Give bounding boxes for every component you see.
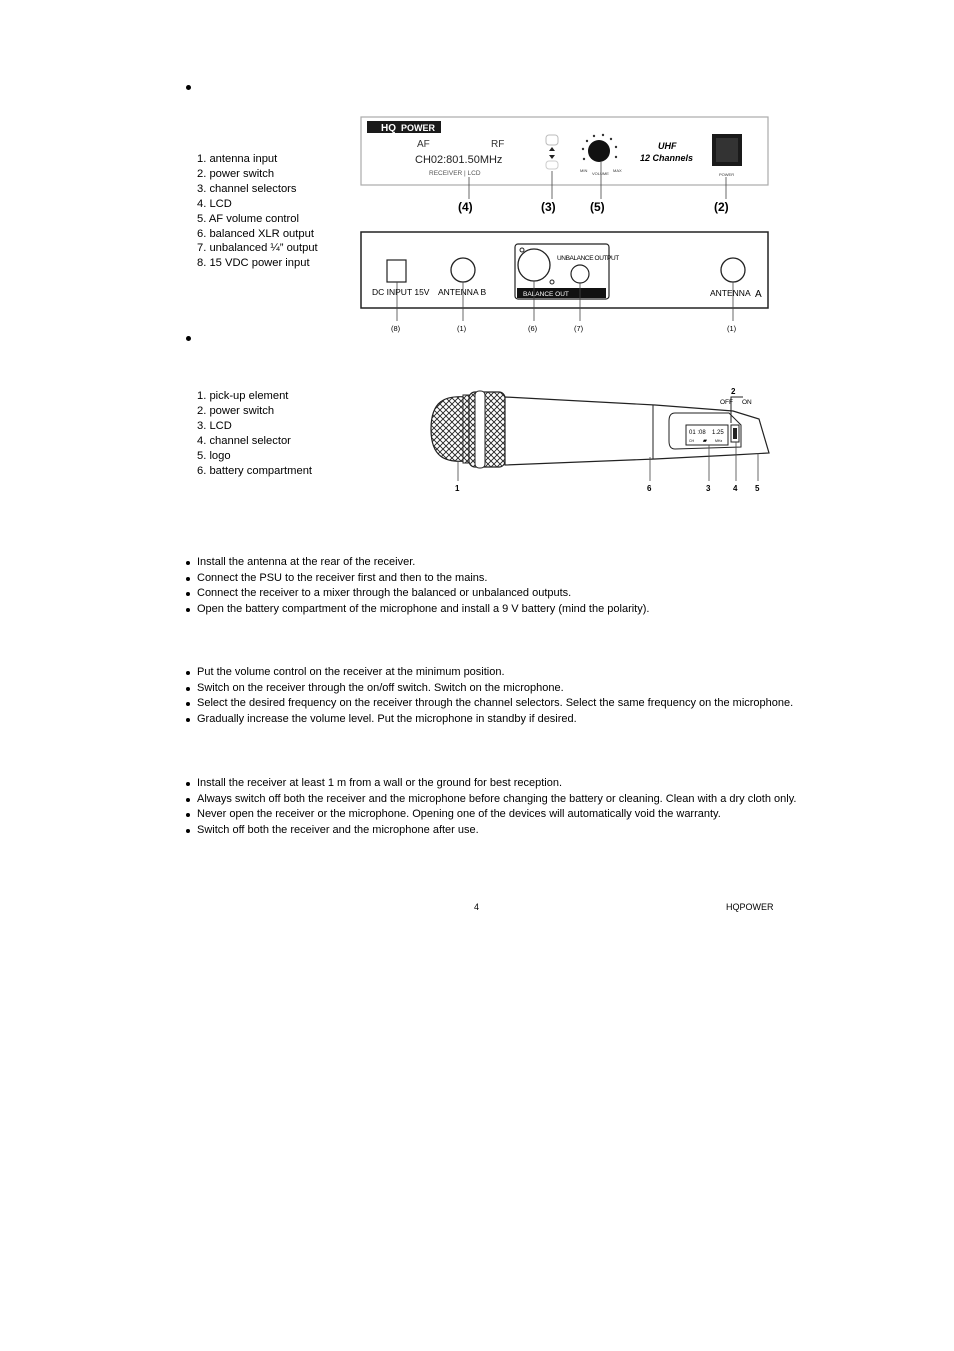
section-bullet-microphone <box>186 336 191 341</box>
svg-text:ON: ON <box>742 399 752 406</box>
svg-text:OFF: OFF <box>720 399 733 406</box>
page-number: 4 <box>474 902 480 912</box>
microphone-legend-item: 2. power switch <box>197 404 275 417</box>
svg-text:(1): (1) <box>457 324 467 333</box>
microphone-diagram <box>425 383 775 495</box>
svg-text:4: 4 <box>733 484 738 493</box>
microphone-legend-item: 3. LCD <box>197 419 232 432</box>
receiver-legend-item: 3. channel selectors <box>197 182 297 195</box>
receiver-front-panel <box>359 115 771 217</box>
outputs-panel <box>515 244 619 299</box>
svg-text:AF: AF <box>417 139 430 150</box>
installation-step: Connect the PSU to the receiver first and then to the mains. <box>185 571 797 587</box>
callout-2: (2) <box>714 200 729 214</box>
receiver-legend-item: 7. unbalanced ¼” output <box>197 242 318 255</box>
operation-step: Put the volume control on the receiver at the minimum position. <box>185 665 797 681</box>
microphone-legend-item: 1. pick-up element <box>197 390 289 402</box>
hqpower-logo <box>367 121 441 134</box>
svg-text:(6): (6) <box>528 324 538 333</box>
footer-brand: HQPOWER <box>726 902 774 912</box>
safety-note: Always switch off both the receiver and the microphone before changing the battery or cleaning. Clean with a dry cloth only. <box>185 792 797 808</box>
safety-note: Install the receiver at least 1 m from a wall or the ground for best reception. <box>185 776 797 792</box>
svg-text:CH02:801.50MHz: CH02:801.50MHz <box>415 154 503 166</box>
svg-text:MIN: MIN <box>580 168 588 173</box>
svg-text:6: 6 <box>647 484 652 493</box>
svg-text:UNBALANCE OUTPUT: UNBALANCE OUTPUT <box>557 255 619 262</box>
svg-text:01 :08: 01 :08 <box>689 430 706 436</box>
callout-4: (4) <box>458 200 473 214</box>
receiver-legend-item: 8. 15 VDC power input <box>197 257 310 270</box>
installation-step: Open the battery compartment of the microphone and install a 9 V battery (mind the polarity). <box>185 602 797 618</box>
receiver-legend-item: 4. LCD <box>197 197 232 210</box>
svg-text:ANTENNA B: ANTENNA B <box>438 287 487 297</box>
operation-steps <box>185 665 797 727</box>
pickup-element-grille <box>431 397 467 462</box>
installation-steps <box>185 555 797 617</box>
svg-text:(8): (8) <box>391 324 401 333</box>
operation-step: Switch on the receiver through the on/off switch. Switch on the microphone. <box>185 681 797 697</box>
installation-step: Connect the receiver to a mixer through the balanced or unbalanced outputs. <box>185 586 797 602</box>
svg-text:1: 1 <box>455 484 460 493</box>
svg-text:2: 2 <box>731 387 736 396</box>
svg-text:1.25: 1.25 <box>712 430 724 436</box>
svg-text:HQ: HQ <box>381 123 396 134</box>
receiver-legend-item: 5. AF volume control <box>197 212 299 225</box>
svg-text:12 Channels: 12 Channels <box>640 153 694 163</box>
safety-note: Switch off both the receiver and the microphone after use. <box>185 823 797 839</box>
microphone-legend-item: 5. logo <box>197 449 231 462</box>
svg-text:UHF: UHF <box>658 141 677 151</box>
svg-text:DC INPUT 15V: DC INPUT 15V <box>372 287 430 297</box>
callout-3: (3) <box>541 200 556 214</box>
svg-text:RF: RF <box>491 139 505 150</box>
safety-note: Never open the receiver or the microphone. Opening one of the devices will automatically void the warranty. <box>185 807 797 823</box>
microphone-legend-item: 4. channel selector <box>197 434 291 447</box>
svg-text:POWER: POWER <box>719 172 735 177</box>
svg-text:BALANCE OUT: BALANCE OUT <box>523 291 569 298</box>
microphone-lcd <box>686 425 728 445</box>
receiver-rear-panel <box>359 230 771 334</box>
svg-text:A: A <box>755 289 762 300</box>
receiver-legend <box>197 152 318 271</box>
svg-text:ANTENNA: ANTENNA <box>710 288 751 298</box>
svg-text:RECEIVER | LCD: RECEIVER | LCD <box>429 170 481 177</box>
receiver-legend-item: 6. balanced XLR output <box>197 227 314 240</box>
svg-text:▰: ▰ <box>703 438 707 444</box>
svg-text:VOLUME: VOLUME <box>592 171 609 176</box>
section-bullet-receiver <box>186 85 191 90</box>
svg-text:CH: CH <box>689 439 695 443</box>
svg-text:(1): (1) <box>727 324 737 333</box>
callout-5: (5) <box>590 200 605 214</box>
svg-text:(7): (7) <box>574 324 584 333</box>
svg-text:MAX: MAX <box>613 168 622 173</box>
receiver-legend-item: 2. power switch <box>197 167 275 180</box>
svg-text:5: 5 <box>755 484 760 493</box>
installation-step: Install the antenna at the rear of the receiver. <box>185 555 797 571</box>
operation-step: Gradually increase the volume level. Put the microphone in standby if desired. <box>185 712 797 728</box>
receiver-legend-item: 1. antenna input <box>197 153 278 165</box>
operation-step: Select the desired frequency on the receiver through the channel selectors. Select the same frequency on the microphone. <box>185 696 797 712</box>
svg-text:MHz: MHz <box>715 439 723 443</box>
svg-text:POWER: POWER <box>401 123 436 133</box>
microphone-legend-item: 6. battery compartment <box>197 464 313 477</box>
svg-text:3: 3 <box>706 484 711 493</box>
safety-notes <box>185 776 797 838</box>
microphone-legend <box>197 389 312 478</box>
